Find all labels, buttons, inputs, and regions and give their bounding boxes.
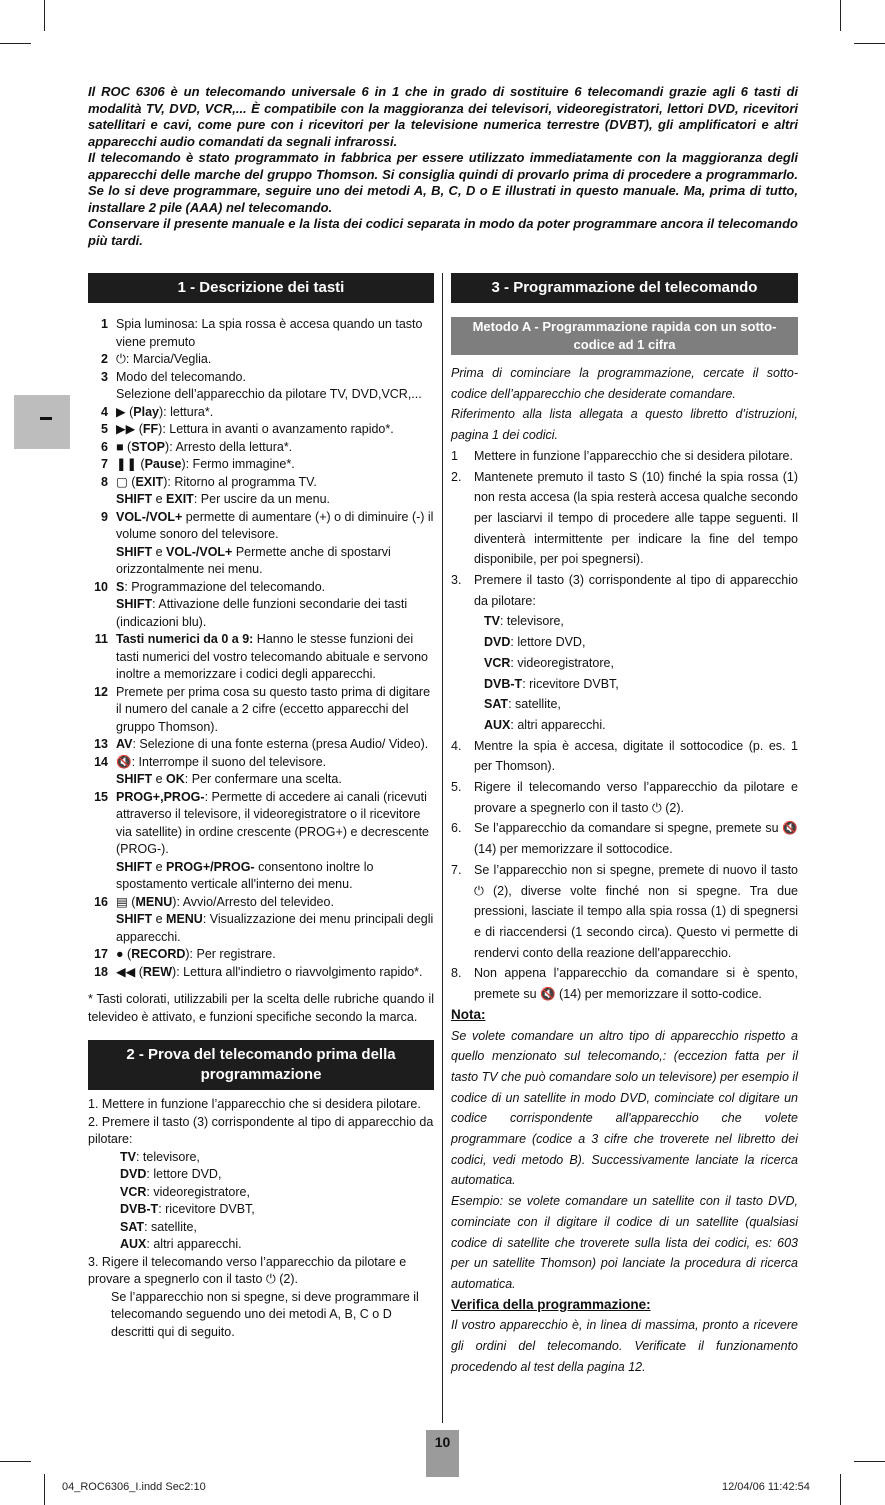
right-column <box>451 273 798 1377</box>
note-heading: Nota: <box>451 1006 486 1022</box>
list-item <box>451 860 798 964</box>
item-text: : Visualizzazione dei menu principali degli apparecchi. <box>116 912 434 944</box>
item-text: : ricevitore DVBT, <box>522 676 619 691</box>
key-name: OK <box>166 772 185 786</box>
list-item <box>484 653 798 674</box>
item-number: 17 <box>94 947 108 961</box>
item-text: Selezione dell’apparecchio da pilotare TV, DVD,VCR,... <box>116 387 422 401</box>
list-item <box>451 818 798 859</box>
list-item: 5 ▶▶ (FF): Lettura in avanti o avanzamento rapido*. <box>88 421 434 439</box>
item-text: : Avvio/Arresto del televideo. <box>176 894 334 909</box>
list-item <box>451 777 798 818</box>
key-name: S <box>116 579 125 594</box>
item-number: 6. <box>451 821 462 836</box>
verification-text: Il vostro apparecchio è, in linea di massima, pronto a ricevere gli ordini del telecomando. Verificate il funzionamento procedendo al test della pagina 12. <box>451 1318 798 1374</box>
key-name: SHIFT <box>116 492 153 506</box>
play-icon: ▶ <box>116 404 126 419</box>
crop-mark <box>44 0 45 31</box>
key-name: SHIFT <box>116 544 153 559</box>
footer-timestamp: 12/04/06 11:42:54 <box>722 1481 810 1493</box>
key-name: VOL-/VOL+ <box>166 544 233 559</box>
footnote: * Tasti colorati, utilizzabili per la scelta delle rubriche quando il televideo è attivato, e funzioni specifiche secondo la marca. <box>88 992 434 1024</box>
crop-mark <box>840 0 841 31</box>
item-text: e <box>155 544 163 559</box>
item-text: : televisore, <box>499 614 564 629</box>
item-number: 15 <box>94 789 108 804</box>
list-item <box>120 1149 434 1167</box>
item-number: 9 <box>101 509 108 524</box>
list-item <box>120 1219 434 1237</box>
item-text: Se l’apparecchio da comandare si spegne, premete su 🔇 (14) per memorizzare il sottocodice. <box>474 821 798 857</box>
list-item: 17 ● (RECORD): Per registrare. <box>88 946 434 964</box>
item-text: : Arresto della lettura*. <box>169 439 293 454</box>
section-3-heading: 3 - Programmazione del telecomando <box>451 273 798 303</box>
key-name: SHIFT <box>116 859 153 874</box>
crop-mark <box>44 1474 45 1505</box>
item-number: 4 <box>101 404 108 419</box>
list-item <box>120 1201 434 1219</box>
item-number: 3. <box>451 573 462 588</box>
crop-mark <box>854 1461 885 1462</box>
dash-mark <box>40 417 52 420</box>
item-text: : Per uscire da un menu. <box>193 492 331 506</box>
footer-filename: 04_ROC6306_I.indd Sec2:10 <box>62 1481 206 1493</box>
list-item: 4 ▶ (Play): lettura*. <box>88 404 434 422</box>
item-text: : satellite, <box>508 697 561 712</box>
section-1-heading: 1 - Descrizione dei tasti <box>88 273 434 303</box>
menu-icon: ▤ <box>116 894 128 909</box>
list-item: 8 ▢ (EXIT): Ritorno al programma TV. SHIFT e EXIT: Per uscire da un menu. <box>88 474 434 509</box>
item-text: : Programmazione del telecomando. <box>124 579 326 594</box>
key-name: AV <box>116 737 133 751</box>
list-item <box>451 736 798 777</box>
list-item <box>484 674 798 695</box>
item-text: Premete per prima cosa su questo tasto prima di digitare il numero del canale a 2 cifre (eccetto apparecchi del gruppo Thomson). <box>116 684 431 734</box>
key-name: FF <box>142 422 159 436</box>
list-item <box>88 631 434 684</box>
key-name: MENU <box>135 894 173 909</box>
crop-mark <box>840 1474 841 1505</box>
list-item <box>484 715 798 736</box>
item-text: : Ritorno al programma TV. <box>167 474 317 489</box>
list-item <box>451 467 798 571</box>
item-text: consentono inoltre lo spostamento verticale all'interno dei menu. <box>116 859 374 891</box>
list-item <box>88 351 434 369</box>
key-name: SAT <box>120 1219 145 1234</box>
intro-text: Prima di cominciare la programmazione, cercate il sotto-codice dell’apparecchio che desiderate comandare. <box>451 366 798 401</box>
list-item: 6 ■ (STOP): Arresto della lettura*. <box>88 439 434 457</box>
key-name: VCR <box>120 1184 147 1199</box>
item-number: 6 <box>101 439 108 454</box>
key-name: TV <box>120 1149 136 1164</box>
item-text: Se l’apparecchio non si spegne, premete di nuovo il tasto ⏻ (2), diverse volte finché non si spegne. Tra due pressioni, lasciate il tempo alla spia rossa (1) di spegnersi e di riaccendersi (1 secondo circa). Questo vi permette di rendervi conto della reazione dell'apparecchio. <box>474 862 798 960</box>
item-text: : altri apparecchi. <box>146 1237 242 1251</box>
list-item <box>88 789 434 894</box>
key-name: STOP <box>131 439 166 454</box>
page-number: 10 <box>426 1430 459 1477</box>
item-text: : Interrompe il suono del televisore. <box>131 754 327 769</box>
item-text: e <box>155 772 163 786</box>
language-tab <box>14 395 70 449</box>
list-item <box>120 1184 434 1202</box>
key-name: PROG+,PROG- <box>116 789 205 804</box>
item-number: 3 <box>101 369 108 384</box>
item-number: 7 <box>101 457 108 471</box>
fast-forward-icon: ▶▶ <box>116 422 136 436</box>
key-name: MENU <box>166 912 203 926</box>
item-text: : Attivazione delle funzioni secondarie dei tasti (indicazioni blu). <box>116 597 408 629</box>
intro-text: Riferimento alla lista allegata a questo libretto d’istruzioni, pagina 1 dei codici. <box>451 407 798 443</box>
key-name: SHIFT <box>116 912 153 926</box>
list-item <box>120 1236 434 1254</box>
item-number: 16 <box>94 894 108 909</box>
item-text: Rigere il telecomando verso l’apparecchio da pilotare e provare a spegnerlo con il tasto ⏻ (2). <box>474 780 798 815</box>
key-name: VOL-/VOL+ <box>116 509 183 524</box>
item-text: : Permette di accedere ai canali (ricevuti attraverso il televisore, il videoregistratore o il ricevitore via satellite) in ordine crescente (PROG+) e decrescente (PROG-). <box>116 789 429 856</box>
item-text: : Lettura in avanti o avanzamento rapido*. <box>162 422 394 436</box>
key-name: DVD <box>484 635 511 650</box>
intro-paragraph: Il ROC 6306 è un telecomando universale 6 in 1 che in grado di sostituire 6 telecomandi grazie agli 6 tasti di modalità TV, DVD, VCR,... È compatibile con la maggioranza dei televisori, videoregistratori, lettori DVD, ricevitori satellitari e cavi, come pure con i ricevitori per la televisione numerica terrestre (DVBT), gli amplificatori e altri apparecchi audio comandati da segnali infrarossi. <box>88 84 798 149</box>
item-text: : altri apparecchi. <box>510 717 606 732</box>
item-text: : Per registrare. <box>189 947 276 961</box>
item-number: 18 <box>94 964 108 979</box>
item-text: : satellite, <box>144 1219 197 1234</box>
column-divider <box>442 273 443 1423</box>
power-icon: ⏻ <box>116 352 126 366</box>
key-name: VCR <box>484 655 511 670</box>
device-list <box>474 611 798 735</box>
key-name: DVB-T <box>120 1202 159 1216</box>
list-item <box>484 632 798 653</box>
list-item <box>88 684 434 737</box>
crop-mark <box>0 43 31 44</box>
item-text: Mantenete premuto il tasto S (10) finché la spia rossa (1) non resta accesa (la spia resterà accesa qualche secondo per lasciarvi il tempo di procedere alle tappe seguenti. Il diventerà intermittente per indicare la fine del tempo disponibile, per poi spegnersi). <box>474 469 798 567</box>
item-text: : televisore, <box>135 1149 200 1164</box>
key-name: REW <box>142 964 173 979</box>
item-number: 8. <box>451 966 462 981</box>
intro-paragraph: Il telecomando è stato programmato in fabbrica per essere utilizzato immediatamente con la maggioranza degli apparecchi delle marche del gruppo Thomson. Si consiglia quindi di provarlo prima di procedere a programmarlo. Se lo si deve programmare, seguire uno dei metodi A, B, C, D o E illustrati in questo manuale. Ma, prima di tutto, installare 2 pile (AAA) nel telecomando. <box>88 150 798 215</box>
key-name: EXIT <box>135 474 164 489</box>
list-item <box>88 509 434 579</box>
list-item <box>120 1166 434 1184</box>
list-item <box>88 736 434 754</box>
item-text: : lettore DVD, <box>146 1167 222 1181</box>
item-number: 4. <box>451 738 462 753</box>
list-item: 7 ❚❚ (Pause): Fermo immagine*. <box>88 456 434 474</box>
item-number: 2. <box>451 469 462 484</box>
list-item <box>484 611 798 632</box>
item-number: 7. <box>451 862 462 877</box>
item-text: e <box>155 492 163 506</box>
device-list <box>88 1149 434 1254</box>
item-text: : videoregistratore, <box>146 1184 250 1199</box>
section-2-body <box>88 1096 434 1341</box>
item-text: e <box>155 912 163 926</box>
item-text: : ricevitore DVBT, <box>158 1202 255 1216</box>
item-number: 5. <box>451 780 462 795</box>
item-number: 1 <box>101 317 108 331</box>
item-text: : Fermo immagine*. <box>185 457 295 471</box>
section-2-heading: 2 - Prova del telecomando prima della programmazione <box>88 1040 434 1090</box>
key-name: RECORD <box>131 947 186 961</box>
item-text: : Lettura all'indietro o riavvolgimento rapido*. <box>176 964 423 979</box>
item-text: : Marcia/Veglia. <box>125 352 212 366</box>
step-list <box>451 446 798 1005</box>
list-item <box>88 316 434 351</box>
list-item <box>88 369 434 404</box>
key-name: DVD <box>120 1167 147 1181</box>
key-name: Pause <box>144 457 182 471</box>
rewind-icon: ◀◀ <box>116 964 136 979</box>
item-text: : lettura*. <box>163 404 214 419</box>
intro-paragraph: Conservare il presente manuale e la lista dei codici separata in modo da poter programmare ancora il telecomando più tardi. <box>88 216 798 248</box>
key-name: SAT <box>484 697 509 712</box>
verification-heading: Verifica della programmazione: <box>451 1296 651 1312</box>
key-name: EXIT <box>166 492 194 506</box>
item-text: Modo del telecomando. <box>116 369 246 384</box>
item-text: permette di aumentare (+) o di diminuire (-) il volume sonoro del televisore. <box>116 509 434 541</box>
step-text: Se l’apparecchio non si spegne, si deve programmare il telecomando seguendo uno dei metodi A, B, C o D descritti qui di seguito. <box>111 1289 419 1339</box>
key-description-list <box>88 316 434 981</box>
list-item <box>484 694 798 715</box>
step-text: 3. Rigere il telecomando verso l’apparecchio da pilotare e provare a spegnerlo con il tasto ⏻ (2). <box>88 1254 407 1286</box>
item-text: : videoregistratore, <box>510 655 614 670</box>
step-text: 1. Mettere in funzione l’apparecchio che si desidera pilotare. <box>88 1097 421 1111</box>
item-text: : Per confermare una scelta. <box>184 772 342 786</box>
item-text: e <box>155 859 163 874</box>
list-item <box>451 446 798 467</box>
item-number: 10 <box>94 579 108 594</box>
key-name: DVB-T <box>484 676 523 691</box>
method-a-heading: Metodo A - Programmazione rapida con un sotto-codice ad 1 cifra <box>451 317 798 355</box>
item-number: 11 <box>94 632 108 646</box>
crop-mark <box>854 43 885 44</box>
intro-text <box>88 84 798 249</box>
item-number: 13 <box>94 737 108 751</box>
list-item: 18 ◀◀ (REW): Lettura all'indietro o riavvolgimento rapido*. <box>88 964 434 982</box>
list-item <box>88 754 434 789</box>
key-name: SHIFT <box>116 597 153 611</box>
mute-icon: 🔇 <box>116 754 132 769</box>
item-number: 5 <box>101 422 108 436</box>
key-name: Play <box>133 404 159 419</box>
item-number: 8 <box>101 474 108 489</box>
stop-icon: ■ <box>116 439 124 454</box>
item-number: 2 <box>101 352 108 366</box>
key-name: SHIFT <box>116 772 153 786</box>
item-text: Premere il tasto (3) corrispondente al tipo di apparecchio da pilotare: <box>474 573 798 608</box>
list-item <box>88 579 434 632</box>
key-name: TV <box>484 614 500 629</box>
key-name: PROG+/PROG- <box>166 859 255 874</box>
key-name: AUX <box>120 1237 147 1251</box>
item-number: 1 <box>451 448 458 463</box>
item-text: : lettore DVD, <box>510 635 586 650</box>
item-text: Permette anche di spostarvi orizzontalmente nei menu. <box>116 544 391 576</box>
item-number: 12 <box>94 684 108 699</box>
step-text: 2. Premere il tasto (3) corrispondente al tipo di apparecchio da pilotare: <box>88 1114 434 1146</box>
list-item: 16 ▤ (MENU): Avvio/Arresto del televideo. SHIFT e MENU: Visualizzazione dei menu principali degli apparecchi. <box>88 894 434 947</box>
record-icon: ● <box>116 947 124 961</box>
item-text: Hanno le stesse funzioni dei tasti numerici del vostro telecomando abituale e servono inoltre a memorizzare i codici degli apparecchi. <box>116 632 428 681</box>
item-text: Non appena l’apparecchio da comandare si è spento, premete su 🔇 (14) per memorizzare il sotto-codice. <box>474 966 798 1002</box>
item-text: Mentre la spia è accesa, digitate il sottocodice (p. es. 1 per Thomson). <box>474 738 798 774</box>
item-number: 14 <box>94 754 108 769</box>
note-text: Esempio: se volete comandare un satellite con il tasto DVD, cominciate con il digitare il codice di un satellite (qualsiasi codice di satellite che troverete sulla lista dei codici, es: 603 per un satellite Thomson) poi lanciate la procedura di ricerca automatica. <box>451 1194 798 1291</box>
list-item <box>451 963 798 1004</box>
crop-mark <box>0 1461 31 1462</box>
item-text: : Selezione di una fonte esterna (presa Audio/ Video). <box>132 737 429 751</box>
item-text: Spia luminosa: La spia rossa è accesa quando un tasto viene premuto <box>116 317 423 349</box>
key-name: AUX <box>484 717 511 732</box>
note-text: Se volete comandare un altro tipo di apparecchio rispetto a quello menzionato sul telecomando,: (eccezion fatta per il tasto TV che può comandare solo un televisore) per esempio il codice di un satellite in modo DVD, cominciate col digitare un codice corrispondente all'apparecchio che volete programmare (codice a 3 cifre che troverete nel libretto dei codici, vedi metodo B). Successivamente lanciate la ricerca automatica. <box>451 1028 798 1188</box>
key-name: Tasti numerici da 0 a 9: <box>116 632 254 646</box>
pause-icon: ❚❚ <box>116 457 137 471</box>
exit-icon: ▢ <box>116 474 128 489</box>
left-column <box>88 273 434 1341</box>
list-item <box>451 570 798 736</box>
item-text: Mettere in funzione l’apparecchio che si desidera pilotare. <box>474 448 793 463</box>
